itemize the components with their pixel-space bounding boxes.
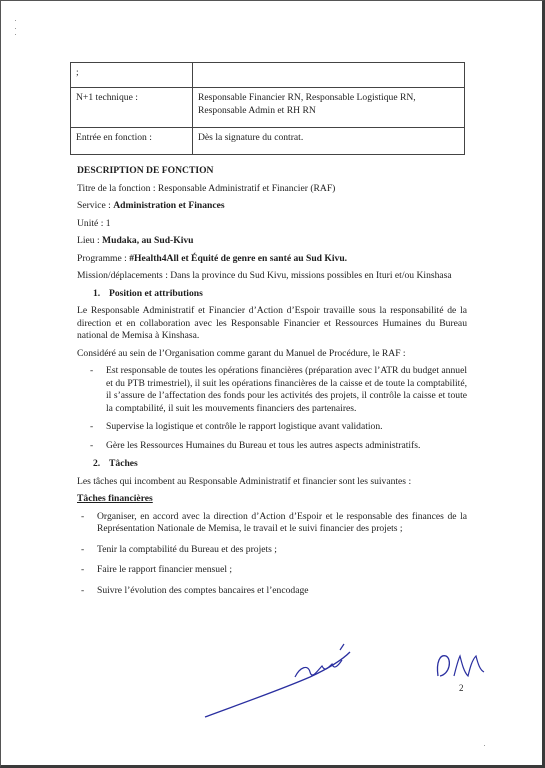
list-item: - Est responsable de toutes les opérations financières (préparation avec l’ATR du budget annuel et du PTB trimestriel), il suit les opérations financières de la caisse et de toute la comptabilité, il s’assure de l’affectation des fonds pour les activités des projets, il contrôle la caisse et toute la comptabilité, il suit les mouvements financiers des partenaires. (77, 365, 467, 415)
scan-speck (15, 28, 16, 29)
section-1-paragraph: Le Responsable Administratif et Financier d’Action d’Espoir travaille sous la responsabilité de la direction et en collaboration avec les Responsable Financier et Ressources Humaines du Bureau national de Memisa à Kinshasa. (77, 305, 467, 341)
table-row (71, 88, 465, 128)
section-2-heading (77, 458, 467, 471)
section-title: Position et attributions (109, 287, 203, 299)
table-cell-value (193, 63, 465, 88)
section-number: 2. (93, 458, 101, 469)
list-item: - Organiser, en accord avec la direction d’Action d’Espoir et le responsable des finances de la Représentation Nationale de Memisa, le travail et le suivi financier des projets ; (77, 511, 467, 536)
value: Administration et Finances (113, 200, 225, 211)
section-title: Tâches (109, 458, 138, 469)
table-cell-value: Responsable Financier RN, Responsable Logistique RN, Responsable Admin et RH RN (193, 88, 465, 128)
mission-line: Mission/déplacements : Dans la province du Sud Kivu, missions possibles en Ituri et/ou Kinshasa (77, 270, 452, 281)
job-title-line (77, 183, 467, 196)
section-2-list (77, 511, 467, 598)
location-line (77, 235, 467, 248)
table-cell-label: ; (71, 63, 193, 88)
scan-speck (15, 20, 16, 21)
handwritten-signature (200, 642, 360, 722)
document-body (77, 165, 467, 605)
table-cell-label: N+1 technique : (71, 88, 193, 128)
scan-speck (484, 745, 485, 746)
label: Titre de la fonction : (77, 182, 158, 194)
table-row (71, 63, 465, 88)
page-number: 2 (459, 683, 464, 693)
value: #Health4All et Équité de genre en santé au Sud Kivu. (129, 252, 348, 264)
table-row (71, 128, 465, 155)
label: Lieu : (77, 235, 103, 246)
value: Responsable Administratif et Financier (RAF) (157, 182, 336, 194)
list-item: - Supervise la logistique et contrôle le rapport logistique avant validation. (77, 421, 467, 434)
section-number: 1. (93, 287, 101, 299)
section-1-heading (77, 288, 467, 301)
job-info-table (70, 62, 465, 155)
programme-line (77, 253, 467, 266)
section-1-list (77, 365, 467, 452)
table-cell-label: Entrée en fonction : (71, 128, 193, 155)
section-1-intro: Considéré au sein de l’Organisation comme garant du Manuel de Procédure, le RAF : (77, 347, 406, 359)
list-item: - Gère les Ressources Humaines du Bureau et tous les autres aspects administratifs. (77, 440, 467, 453)
section-heading: DESCRIPTION DE FONCTION (77, 165, 214, 176)
initials-signature (430, 650, 490, 685)
subheading: Tâches financières (77, 493, 153, 504)
label: Service : (77, 200, 114, 211)
value: Mudaka, au Sud-Kivu (102, 235, 194, 246)
list-item: - Suivre l’évolution des comptes bancaires et l’encodage (77, 585, 467, 598)
scan-speck (15, 34, 16, 35)
service-line (77, 200, 467, 213)
section-2-intro: Les tâches qui incombent au Responsable Administratif et financier sont les suivantes : (77, 475, 412, 487)
label: Programme : (77, 252, 130, 264)
unit-line: Unité : 1 (77, 217, 111, 229)
list-item: - Faire le rapport financier mensuel ; (77, 564, 467, 577)
list-item: - Tenir la comptabilité du Bureau et des projets ; (77, 544, 467, 557)
table-cell-value: Dès la signature du contrat. (193, 128, 465, 155)
